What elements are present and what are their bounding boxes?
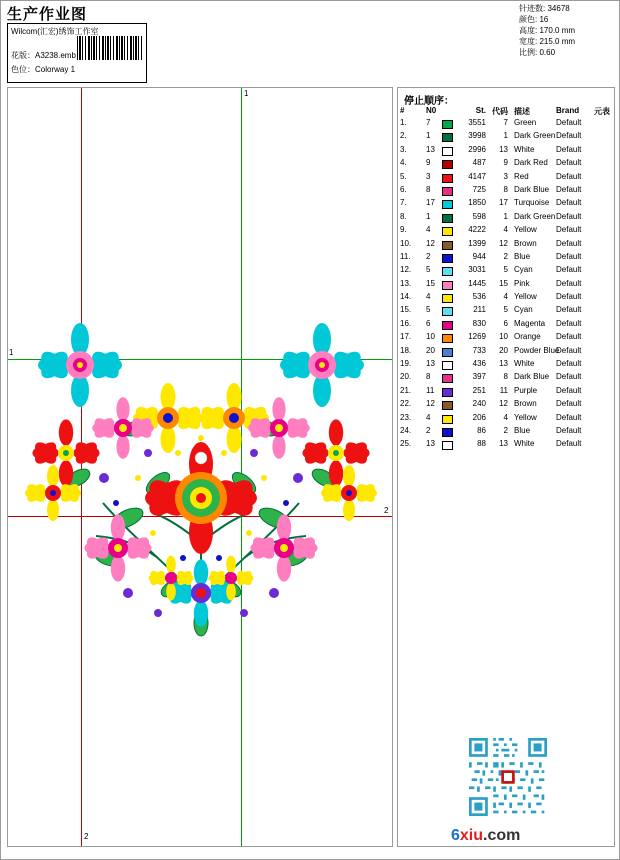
row-index: 11. (400, 251, 411, 261)
row-index: 23. (400, 412, 412, 422)
row-needle-no: 13 (426, 144, 435, 154)
row-stitches: 725 (472, 184, 486, 194)
row-brand: Default (556, 265, 582, 275)
row-description: Red (514, 171, 529, 181)
header-table: 元表 (594, 107, 610, 116)
row-brand: Default (556, 372, 582, 382)
row-color-swatch (442, 160, 453, 169)
row-needle-no: 12 (426, 399, 435, 409)
table-row[interactable] (398, 332, 614, 345)
table-row[interactable] (398, 413, 614, 426)
table-row[interactable] (398, 386, 614, 399)
row-description: Yellow (514, 412, 537, 422)
row-needle-no: 8 (426, 184, 431, 194)
row-color-swatch (442, 428, 453, 437)
stop-sequence-header-row (398, 106, 614, 118)
row-color-swatch (442, 187, 453, 196)
header-code: 代码 (492, 107, 508, 116)
colorway-label: 色位： (11, 65, 35, 74)
row-code: 10 (499, 332, 508, 342)
company-name: Wilcom(汇宏)绣饰工作室 (11, 27, 99, 36)
row-stitches: 2996 (468, 144, 486, 154)
row-description: Blue (514, 425, 531, 435)
row-code: 7 (503, 118, 508, 127)
header-index: # (400, 106, 405, 115)
row-brand: Default (556, 171, 582, 181)
row-description: Cyan (514, 305, 533, 315)
row-stitches: 1269 (468, 332, 486, 342)
row-description: Dark Green (514, 211, 556, 221)
design-info-box (7, 23, 147, 83)
row-description: Turquoise (514, 198, 550, 208)
spec-row-scale (519, 47, 615, 58)
spec-label-height: 高度: (519, 26, 538, 35)
row-needle-no: 10 (426, 332, 435, 342)
guide-label-right: 2 (384, 506, 389, 515)
row-stitches: 3998 (468, 131, 486, 141)
row-brand: Default (556, 359, 582, 369)
table-row[interactable] (398, 292, 614, 305)
row-index: 12. (400, 265, 412, 275)
row-brand: Default (556, 131, 582, 141)
row-index: 14. (400, 292, 412, 302)
table-row[interactable] (398, 118, 614, 131)
row-brand: Default (556, 412, 582, 422)
row-description: Yellow (514, 225, 537, 235)
row-stitches: 4222 (468, 225, 486, 235)
row-stitches: 436 (472, 359, 486, 369)
row-brand: Default (556, 118, 582, 127)
row-brand: Default (556, 345, 582, 355)
row-brand: Default (556, 184, 582, 194)
row-needle-no: 1 (426, 131, 431, 141)
spec-row-height (519, 25, 615, 36)
row-description: Green (514, 118, 537, 127)
row-stitches: 830 (472, 318, 486, 328)
row-needle-no: 7 (426, 118, 431, 127)
row-color-swatch (442, 334, 453, 343)
row-description: Dark Blue (514, 372, 550, 382)
row-description: Dark Red (514, 158, 548, 168)
table-row[interactable] (398, 198, 614, 211)
row-brand: Default (556, 211, 582, 221)
row-index: 4. (400, 158, 407, 168)
row-color-swatch (442, 241, 453, 250)
row-color-swatch (442, 401, 453, 410)
design-file-line (11, 50, 76, 61)
row-needle-no: 5 (426, 305, 431, 315)
guide-label-left: 1 (9, 348, 14, 357)
spec-value-stitches: 34678 (547, 4, 570, 13)
row-needle-no: 4 (426, 225, 431, 235)
row-code: 13 (499, 439, 508, 449)
row-code: 1 (503, 131, 508, 141)
row-color-swatch (442, 227, 453, 236)
row-description: Purple (514, 385, 538, 395)
table-row[interactable] (398, 131, 614, 144)
table-row[interactable] (398, 239, 614, 252)
row-index: 7. (400, 198, 407, 208)
row-color-swatch (442, 254, 453, 263)
guide-label-bottom: 2 (84, 832, 89, 841)
row-stitches: 397 (472, 372, 486, 382)
colorway-value: Colorway 1 (35, 65, 76, 74)
row-needle-no: 8 (426, 372, 431, 382)
row-stitches: 1445 (468, 278, 486, 288)
page-title: 生产作业图 (7, 6, 88, 23)
row-code: 5 (503, 305, 508, 315)
spec-value-width: 215.0 mm (539, 37, 576, 46)
table-row[interactable] (398, 305, 614, 318)
row-color-swatch (442, 361, 453, 370)
row-description: Blue (514, 251, 531, 261)
row-index: 20. (400, 372, 412, 382)
site-watermark (451, 827, 520, 845)
row-color-swatch (442, 147, 453, 156)
row-color-swatch (442, 321, 453, 330)
row-code: 3 (503, 171, 508, 181)
row-stitches: 1399 (468, 238, 486, 248)
row-code: 12 (499, 238, 508, 248)
row-color-swatch (442, 120, 453, 129)
row-code: 2 (503, 251, 508, 261)
table-row[interactable] (398, 426, 614, 439)
row-code: 8 (503, 184, 508, 194)
table-row[interactable] (398, 172, 614, 185)
row-index: 16. (400, 318, 412, 328)
row-brand: Default (556, 332, 582, 342)
row-color-swatch (442, 307, 453, 316)
row-index: 13. (400, 278, 412, 288)
row-index: 15. (400, 305, 412, 315)
stop-sequence-panel (397, 87, 615, 847)
row-brand: Default (556, 198, 582, 208)
header-st: St. (475, 106, 486, 115)
table-row[interactable] (398, 225, 614, 238)
row-index: 24. (400, 425, 412, 435)
row-brand: Default (556, 251, 582, 261)
spec-value-colors: 16 (539, 15, 549, 24)
row-needle-no: 5 (426, 265, 431, 275)
header-desc: 描述 (514, 107, 530, 116)
row-code: 4 (503, 412, 508, 422)
row-stitches: 944 (472, 251, 486, 261)
row-color-swatch (442, 174, 453, 183)
embroidery-artwork (8, 303, 393, 643)
table-row[interactable] (398, 145, 614, 158)
row-color-swatch (442, 281, 453, 290)
row-index: 18. (400, 345, 412, 355)
table-row[interactable] (398, 372, 614, 385)
watermark-six: 6 (451, 827, 460, 844)
row-code: 4 (503, 292, 508, 302)
row-index: 6. (400, 184, 407, 194)
row-index: 25. (400, 439, 412, 449)
row-index: 9. (400, 225, 407, 235)
stop-sequence-title: 停止顺序： (404, 96, 454, 107)
spec-row-width (519, 36, 615, 47)
row-needle-no: 9 (426, 158, 431, 168)
row-color-swatch (442, 441, 453, 450)
row-index: 22. (400, 399, 412, 409)
row-index: 21. (400, 385, 412, 395)
row-index: 10. (400, 238, 412, 248)
row-needle-no: 1 (426, 211, 431, 221)
row-color-swatch (442, 267, 453, 276)
spec-row-stitches (519, 3, 615, 14)
spec-label-width: 宽度: (519, 37, 538, 46)
row-brand: Default (556, 425, 582, 435)
row-index: 5. (400, 171, 407, 181)
row-needle-no: 3 (426, 171, 431, 181)
table-row[interactable] (398, 185, 614, 198)
row-needle-no: 2 (426, 425, 431, 435)
row-color-swatch (442, 388, 453, 397)
row-code: 6 (503, 318, 508, 328)
row-needle-no: 4 (426, 292, 431, 302)
row-code: 5 (503, 265, 508, 275)
table-row[interactable] (398, 252, 614, 265)
row-needle-no: 11 (426, 385, 435, 395)
row-index: 2. (400, 131, 407, 141)
row-stitches: 211 (473, 305, 486, 315)
row-code: 2 (503, 425, 508, 435)
row-description: Magenta (514, 318, 546, 328)
row-stitches: 251 (472, 385, 486, 395)
guide-label-top: 1 (244, 89, 249, 98)
table-row[interactable] (398, 279, 614, 292)
colorway-line (11, 64, 75, 75)
header-brand: Brand (556, 106, 580, 115)
row-brand: Default (556, 292, 582, 302)
table-row[interactable] (398, 158, 614, 171)
row-brand: Default (556, 278, 582, 288)
row-code: 11 (499, 385, 508, 395)
row-description: White (514, 439, 535, 449)
spec-table (519, 3, 615, 58)
row-color-swatch (442, 374, 453, 383)
row-color-swatch (442, 214, 453, 223)
row-index: 17. (400, 332, 412, 342)
row-stitches: 487 (472, 158, 486, 168)
row-color-swatch (442, 200, 453, 209)
row-code: 17 (499, 198, 508, 208)
stop-sequence-rows (398, 118, 614, 453)
row-stitches: 88 (477, 439, 486, 449)
row-stitches: 536 (472, 292, 486, 302)
row-needle-no: 6 (426, 318, 431, 328)
row-brand: Default (556, 225, 582, 235)
row-code: 1 (503, 211, 508, 221)
table-row[interactable] (398, 359, 614, 372)
row-color-swatch (442, 294, 453, 303)
spec-value-height: 170.0 mm (539, 26, 576, 35)
row-code: 4 (503, 225, 508, 235)
table-row[interactable] (398, 399, 614, 412)
row-needle-no: 13 (426, 439, 435, 449)
spec-value-scale: 0.60 (539, 48, 556, 57)
row-description: Dark Blue (514, 184, 550, 194)
row-needle-no: 12 (426, 238, 435, 248)
row-code: 15 (499, 278, 508, 288)
row-code: 20 (499, 345, 508, 355)
row-description: Pink (514, 278, 530, 288)
row-color-swatch (442, 415, 453, 424)
row-index: 3. (400, 144, 407, 154)
row-stitches: 4147 (468, 171, 486, 181)
row-stitches: 240 (472, 399, 486, 409)
row-brand: Default (556, 318, 582, 328)
row-index: 8. (400, 211, 407, 221)
row-code: 13 (499, 359, 508, 369)
row-brand: Default (556, 399, 582, 409)
row-description: Dark Green (514, 131, 556, 141)
table-row[interactable] (398, 265, 614, 278)
row-description: Orange (514, 332, 541, 342)
design-file-label: 花版： (11, 51, 35, 60)
table-row[interactable] (398, 346, 614, 359)
row-brand: Default (556, 238, 582, 248)
row-needle-no: 15 (426, 278, 435, 288)
table-row[interactable] (398, 439, 614, 452)
row-needle-no: 20 (426, 345, 435, 355)
row-needle-no: 2 (426, 251, 431, 261)
row-index: 1. (400, 118, 407, 127)
row-description: White (514, 144, 535, 154)
header-no: N0 (426, 106, 437, 115)
row-brand: Default (556, 439, 582, 449)
row-needle-no: 4 (426, 412, 431, 422)
row-color-swatch (442, 133, 453, 142)
spec-label-colors: 颜色: (519, 15, 538, 24)
row-description: Yellow (514, 292, 537, 302)
row-description: Powder Blue (514, 345, 560, 355)
row-needle-no: 17 (426, 198, 435, 208)
table-row[interactable] (398, 319, 614, 332)
row-brand: Default (556, 144, 582, 154)
row-stitches: 206 (472, 412, 486, 422)
row-description: Cyan (514, 265, 533, 275)
row-brand: Default (556, 158, 582, 168)
row-description: White (514, 359, 535, 369)
spec-row-colors (519, 14, 615, 25)
row-code: 13 (499, 144, 508, 154)
row-description: Brown (514, 238, 537, 248)
row-stitches: 1850 (468, 198, 486, 208)
row-stitches: 598 (472, 211, 486, 221)
row-needle-no: 13 (426, 359, 435, 369)
row-stitches: 3031 (468, 265, 486, 275)
spec-label-stitches: 针迹数: (519, 4, 546, 13)
row-stitches: 3551 (468, 118, 486, 127)
row-color-swatch (442, 348, 453, 357)
watermark-xiu: xiu (459, 827, 484, 844)
design-preview-frame (7, 87, 393, 847)
row-brand: Default (556, 385, 582, 395)
table-row[interactable] (398, 212, 614, 225)
spec-label-scale: 比例: (519, 48, 538, 57)
row-code: 9 (503, 158, 508, 168)
qr-code-icon (469, 738, 547, 816)
row-description: Brown (514, 399, 537, 409)
row-index: 19. (400, 359, 412, 369)
barcode-icon (77, 36, 143, 60)
row-stitches: 733 (472, 345, 486, 355)
row-stitches: 86 (477, 425, 486, 435)
row-code: 8 (503, 372, 508, 382)
watermark-com: .com (483, 827, 521, 844)
design-file-value: A3238.emb (35, 51, 76, 60)
row-brand: Default (556, 305, 582, 315)
row-code: 12 (499, 399, 508, 409)
